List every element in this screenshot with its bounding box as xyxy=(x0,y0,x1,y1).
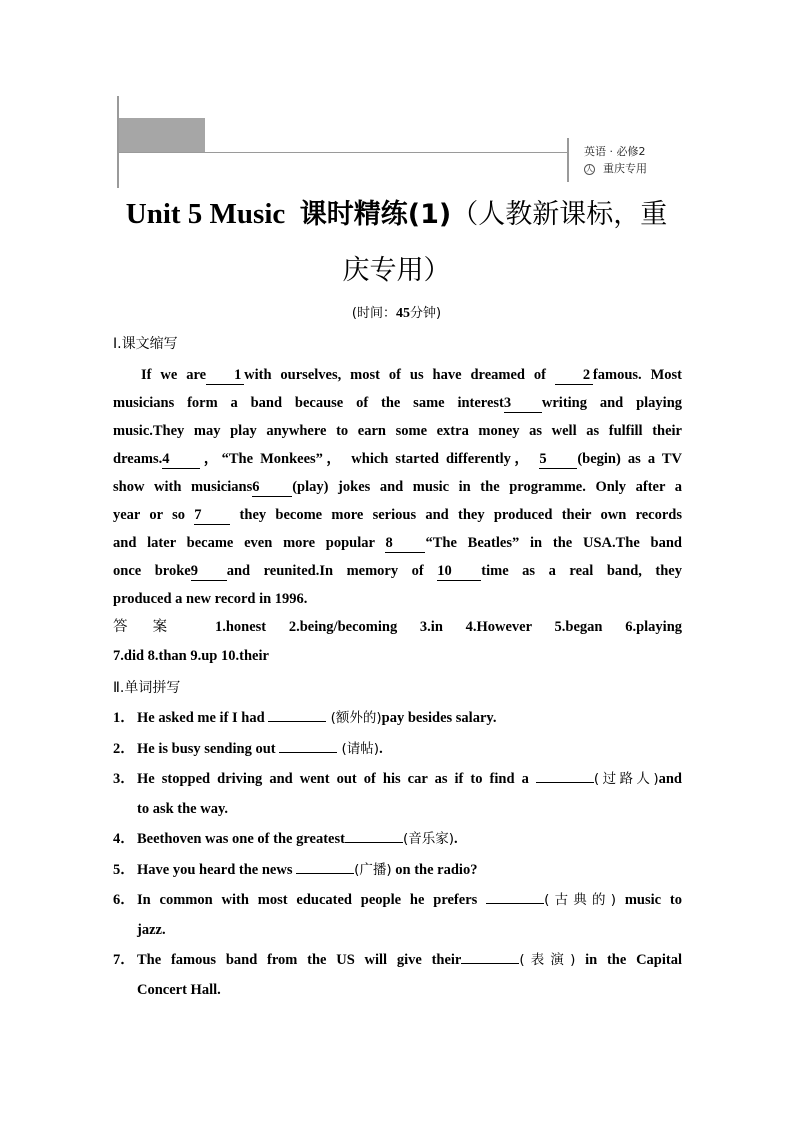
header-edition: 重庆专用 xyxy=(603,162,647,175)
answer-blank xyxy=(268,708,326,722)
paragraph-line: musicians form a band because of the same interest3 writing and playing xyxy=(113,395,683,411)
title-cn-rest-1: （人教新课标，重 xyxy=(451,199,668,230)
answer-blank xyxy=(461,950,519,964)
question-2: 2． He is busy sending out (请帖). xyxy=(113,741,383,757)
answer-key xyxy=(113,613,682,671)
section-2-heading: Ⅱ.单词拼写 xyxy=(113,680,181,696)
answer-blank xyxy=(345,829,403,843)
header-rule-vertical-right xyxy=(567,138,569,182)
question-3: 3． He stopped driving and went out of his car as if to find a (过路人)and to ask the way. xyxy=(113,771,682,817)
answer-blank xyxy=(279,739,337,753)
blank-5: 5 xyxy=(539,450,577,469)
question-1: 1． He asked me if I had (额外的)pay besides salary. xyxy=(113,710,497,726)
blank-3: 3 xyxy=(504,394,542,413)
blank-9: 9 xyxy=(191,562,227,581)
title-line-2: 庆专用） xyxy=(342,255,451,286)
question-5: 5． Have you heard the news (广播) on the radio? xyxy=(113,862,478,878)
question-7: 7． The famous band from the US will give their (表演) in the Capital Concert Hall. xyxy=(113,952,682,998)
title-cn-bold: 课时精练(1) xyxy=(299,199,452,230)
answer-label: 答案 xyxy=(113,619,193,635)
paragraph-line: show with musicians6 (play) jokes and music in the programme. Only after a xyxy=(113,479,682,495)
title-en: Unit 5 Music xyxy=(125,198,286,230)
time-limit: (时间：45分钟) xyxy=(351,306,442,321)
blank-6: 6 xyxy=(252,478,292,497)
blank-4: 4 xyxy=(162,450,200,469)
blank-2: 2 xyxy=(555,366,593,385)
paragraph-line: music.They may play anywhere to earn some extra money as well as fulfill their xyxy=(113,423,682,439)
answer-line-1: 1.honest 2.being/becoming 3.in 4.However 5.began 6.playing xyxy=(214,619,683,635)
paragraph-line: If we are 1 with ourselves, most of us have dreamed of 2 famous. Most xyxy=(141,367,682,383)
section-1-heading: Ⅰ.课文缩写 xyxy=(113,336,178,352)
question-6: 6． In common with most educated people he prefers (古典的) music to jazz. xyxy=(113,892,682,938)
blank-7: 7 xyxy=(194,506,230,525)
title-line-1 xyxy=(100,186,693,243)
answer-blank xyxy=(296,860,354,874)
paragraph-line: dreams.4 ，“The Monkees”， which started differently， 5 (begin) as a TV xyxy=(113,451,682,467)
paragraph-line: year or so 7 they become more serious and they produced their own records xyxy=(113,507,683,523)
paragraph-line: and later became even more popular 8 “The Beatles” in the USA.The band xyxy=(113,535,682,551)
page-title xyxy=(100,186,693,299)
header-info xyxy=(584,143,647,177)
header-subject: 英语 · 必修2 xyxy=(584,145,646,158)
blank-10: 10 xyxy=(437,562,481,581)
blank-1: 1 xyxy=(206,366,244,385)
answer-blank xyxy=(536,769,594,783)
header-rule-horizontal xyxy=(119,152,567,153)
answer-line-2: 7.did 8.than 9.up 10.their xyxy=(113,648,269,664)
paragraph-line: once broke9 and reunited.In memory of 10 time as a real band, they xyxy=(113,563,682,579)
question-4: 4． Beethoven was one of the greatest (音乐家). xyxy=(113,831,458,847)
summary-paragraph xyxy=(113,361,682,613)
answer-blank xyxy=(486,890,544,904)
header-gray-block xyxy=(119,118,205,152)
header-edition-line xyxy=(584,160,647,177)
blank-8: 8 xyxy=(385,534,425,553)
circle-mark-icon: 人 xyxy=(586,164,593,173)
paragraph-line: produced a new record in 1996. xyxy=(113,591,308,607)
